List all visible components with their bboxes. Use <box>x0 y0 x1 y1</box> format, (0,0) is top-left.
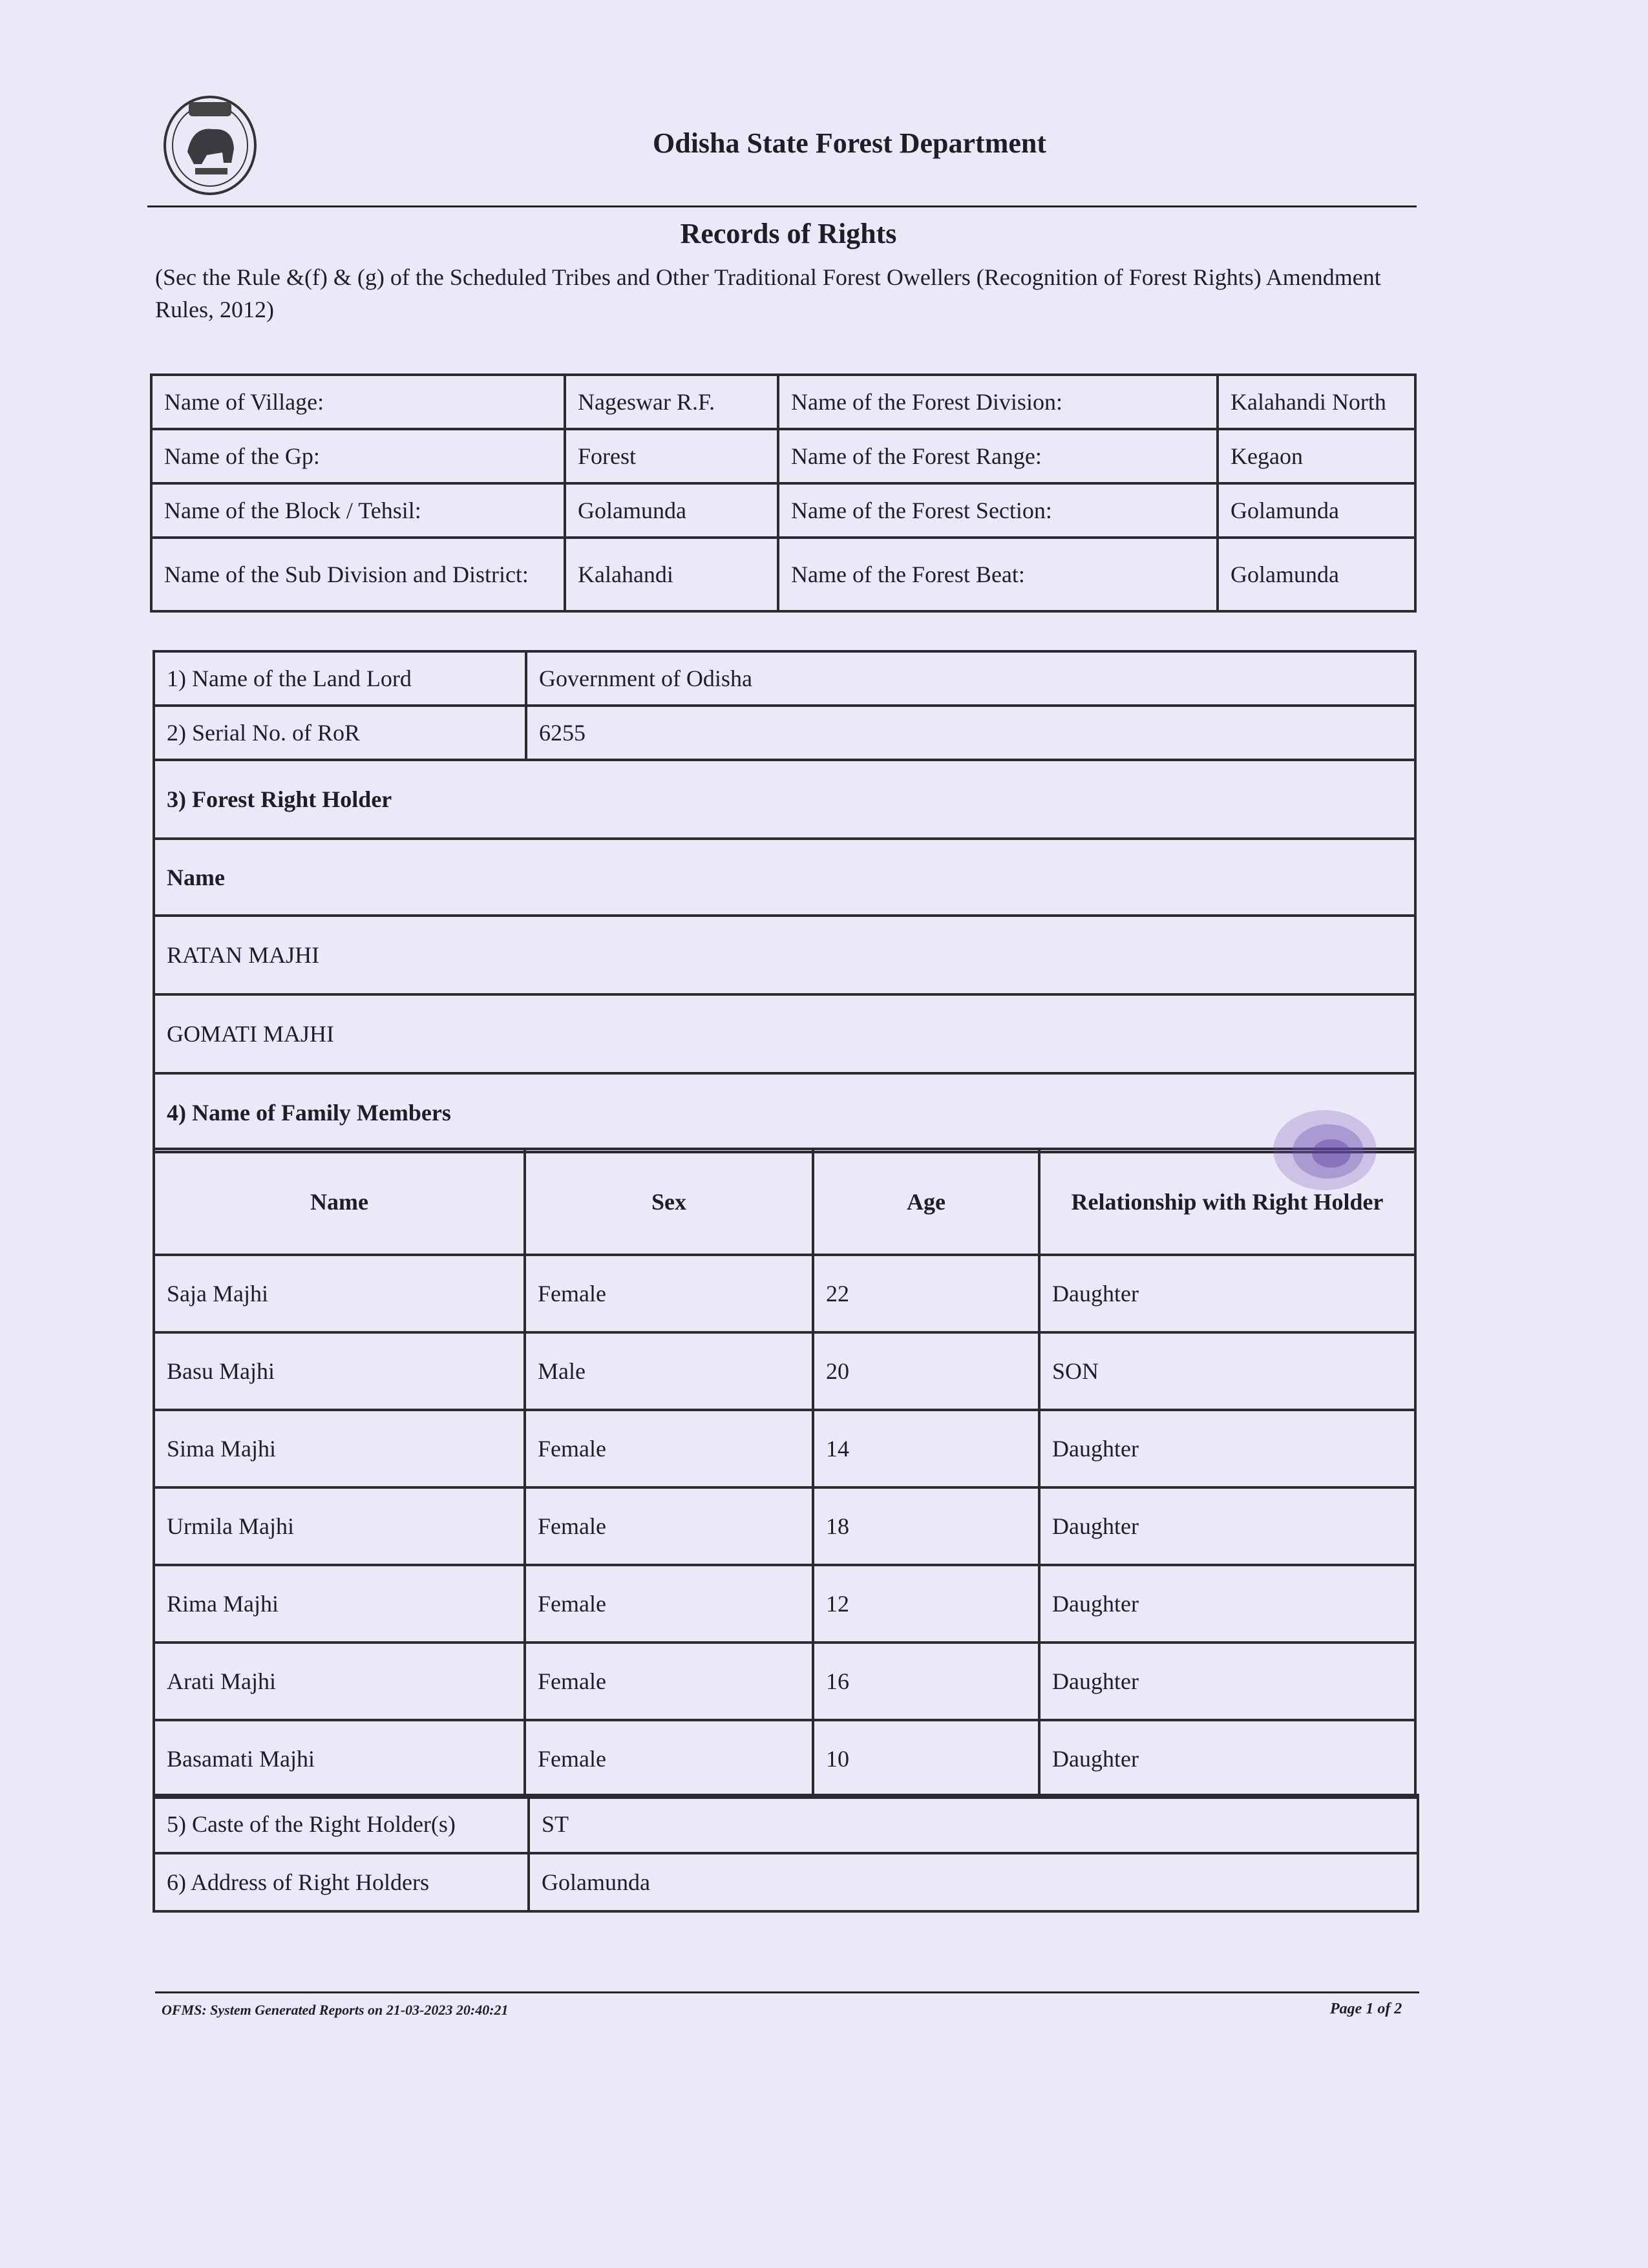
odisha-emblem-logo <box>162 90 259 197</box>
member-sex: Female <box>525 1720 813 1798</box>
location-table <box>150 373 1417 613</box>
column-header-age: Age <box>813 1149 1039 1255</box>
address-label: 6) Address of Right Holders <box>154 1853 529 1911</box>
member-name: Basu Majhi <box>154 1332 525 1410</box>
column-header-name: Name <box>154 1149 525 1255</box>
member-age: 18 <box>813 1487 1039 1565</box>
serial-label: 2) Serial No. of RoR <box>154 706 526 760</box>
table-row <box>154 760 1415 839</box>
table-row <box>151 375 1415 429</box>
member-relationship: SON <box>1039 1332 1415 1410</box>
village-label: Name of Village: <box>151 375 565 429</box>
table-row <box>154 1643 1415 1720</box>
member-sex: Female <box>525 1643 813 1720</box>
table-row <box>154 916 1415 994</box>
table-row <box>151 538 1415 611</box>
landlord-value: Government of Odisha <box>526 651 1415 706</box>
table-row <box>154 1487 1415 1565</box>
member-name: Arati Majhi <box>154 1643 525 1720</box>
member-relationship: Daughter <box>1039 1410 1415 1487</box>
subdivision-label: Name of the Sub Division and District: <box>151 538 565 611</box>
department-title: Odisha State Forest Department <box>653 127 1046 159</box>
table-row <box>154 1565 1415 1643</box>
caste-label: 5) Caste of the Right Holder(s) <box>154 1795 529 1853</box>
footer-divider <box>155 1991 1419 1993</box>
block-label: Name of the Block / Tehsil: <box>151 483 565 538</box>
member-sex: Female <box>525 1255 813 1332</box>
serial-value: 6255 <box>526 706 1415 760</box>
table-row <box>154 651 1415 706</box>
member-age: 20 <box>813 1332 1039 1410</box>
table-row <box>154 839 1415 916</box>
member-name: Saja Majhi <box>154 1255 525 1332</box>
range-value: Kegaon <box>1218 429 1415 483</box>
thumbprint-stamp <box>1202 1092 1389 1221</box>
member-name: Rima Majhi <box>154 1565 525 1643</box>
member-sex: Female <box>525 1565 813 1643</box>
member-name: Basamati Majhi <box>154 1720 525 1798</box>
block-value: Golamunda <box>565 483 778 538</box>
address-value: Golamunda <box>529 1853 1418 1911</box>
division-value: Kalahandi North <box>1218 375 1415 429</box>
table-row <box>151 483 1415 538</box>
member-relationship: Daughter <box>1039 1565 1415 1643</box>
member-age: 12 <box>813 1565 1039 1643</box>
header-divider <box>147 205 1417 207</box>
village-value: Nageswar R.F. <box>565 375 778 429</box>
table-row <box>154 1410 1415 1487</box>
member-age: 16 <box>813 1643 1039 1720</box>
member-sex: Female <box>525 1487 813 1565</box>
page-number: Page 1 of 2 <box>1330 2000 1402 2017</box>
member-name: Urmila Majhi <box>154 1487 525 1565</box>
generated-timestamp: OFMS: System Generated Reports on 21-03-2023 20:40:21 <box>162 2002 509 2018</box>
table-row <box>154 706 1415 760</box>
member-relationship: Daughter <box>1039 1255 1415 1332</box>
beat-value: Golamunda <box>1218 538 1415 611</box>
holder-name-heading: Name <box>154 839 1415 916</box>
member-sex: Male <box>525 1332 813 1410</box>
record-table <box>153 650 1417 1153</box>
table-row <box>154 1255 1415 1332</box>
table-row <box>154 1795 1418 1853</box>
column-header-sex: Sex <box>525 1149 813 1255</box>
gp-value: Forest <box>565 429 778 483</box>
holder-details-table <box>153 1794 1419 1913</box>
holder-name: GOMATI MAJHI <box>154 994 1415 1073</box>
landlord-label: 1) Name of the Land Lord <box>154 651 526 706</box>
section-value: Golamunda <box>1218 483 1415 538</box>
family-table <box>153 1148 1417 1799</box>
gp-label: Name of the Gp: <box>151 429 565 483</box>
document-title: Records of Rights <box>680 218 897 249</box>
rule-reference: (Sec the Rule &(f) & (g) of the Scheduled Tribes and Other Traditional Forest Owellers (Recognition of Forest Rights) Amendment Rules, 2012) <box>155 264 1381 322</box>
column-header-relationship: Relationship with Right Holder <box>1039 1149 1415 1255</box>
member-age: 10 <box>813 1720 1039 1798</box>
member-sex: Female <box>525 1410 813 1487</box>
table-row <box>154 1332 1415 1410</box>
member-age: 14 <box>813 1410 1039 1487</box>
table-row <box>154 994 1415 1073</box>
member-relationship: Daughter <box>1039 1643 1415 1720</box>
family-heading: 4) Name of Family Members <box>154 1073 1415 1152</box>
table-row <box>154 1720 1415 1798</box>
beat-label: Name of the Forest Beat: <box>778 538 1218 611</box>
table-row <box>154 1853 1418 1911</box>
member-relationship: Daughter <box>1039 1487 1415 1565</box>
holder-heading: 3) Forest Right Holder <box>154 760 1415 839</box>
member-name: Sima Majhi <box>154 1410 525 1487</box>
division-label: Name of the Forest Division: <box>778 375 1218 429</box>
table-row <box>151 429 1415 483</box>
caste-value: ST <box>529 1795 1418 1853</box>
member-relationship: Daughter <box>1039 1720 1415 1798</box>
member-age: 22 <box>813 1255 1039 1332</box>
holder-name: RATAN MAJHI <box>154 916 1415 994</box>
section-label: Name of the Forest Section: <box>778 483 1218 538</box>
subdivision-value: Kalahandi <box>565 538 778 611</box>
range-label: Name of the Forest Range: <box>778 429 1218 483</box>
